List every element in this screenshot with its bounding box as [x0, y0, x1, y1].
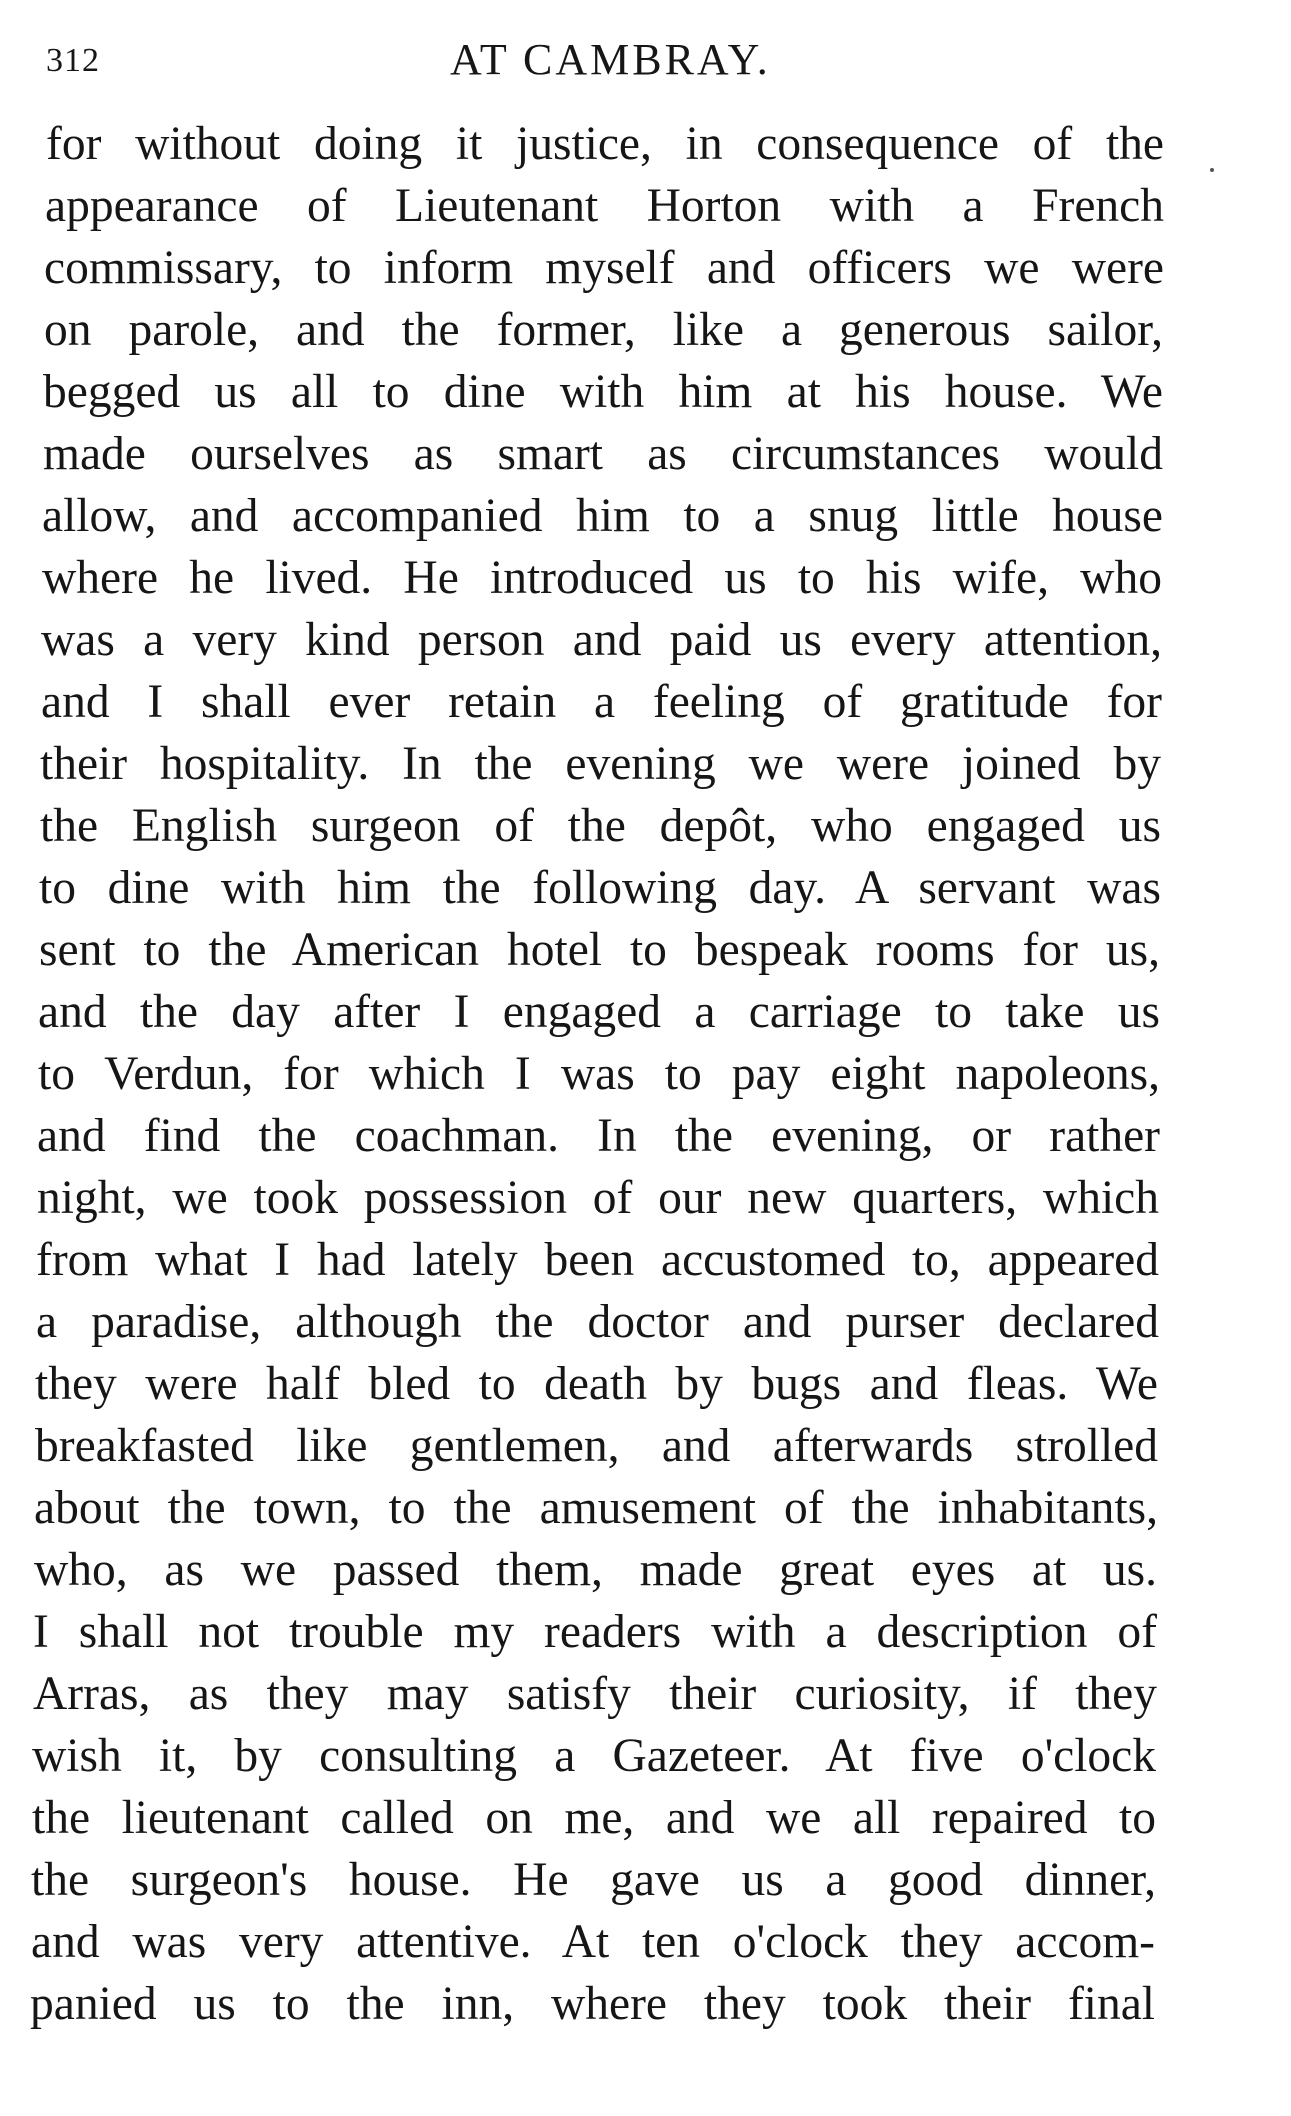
text-line: on parole, and the former, like a generous sailor,: [44, 304, 1163, 356]
text-line: they were half bled to death by bugs and fleas. We: [35, 1358, 1158, 1410]
text-line: panied us to the inn, where they took their final: [30, 1978, 1155, 2030]
text-line: begged us all to dine with him at his house. We: [43, 366, 1163, 418]
text-line: made ourselves as smart as circumstances would: [43, 428, 1163, 480]
text-line: for without doing it justice, in consequence of the: [46, 118, 1164, 170]
text-line: their hospitality. In the evening we were joined by: [40, 738, 1161, 790]
text-line: where he lived. He introduced us to his wife, who: [42, 552, 1162, 604]
running-head: AT CAMBRAY.: [450, 35, 771, 84]
text-line: Arras, as they may satisfy their curiosity, if they: [33, 1668, 1157, 1720]
text-line: appearance of Lieutenant Horton with a French: [45, 180, 1164, 232]
text-line: and I shall ever retain a feeling of gratitude for: [41, 676, 1162, 728]
text-line: night, we took possession of our new quarters, which: [37, 1172, 1159, 1224]
text-line: from what I had lately been accustomed to, appeared: [36, 1234, 1159, 1286]
text-line: and the day after I engaged a carriage to take us: [38, 986, 1160, 1038]
text-line: about the town, to the amusement of the inhabitants,: [34, 1482, 1158, 1534]
text-line: to Verdun, for which I was to pay eight napoleons,: [38, 1048, 1160, 1100]
text-line: breakfasted like gentlemen, and afterwards strolled: [35, 1420, 1158, 1472]
text-line: wish it, by consulting a Gazeteer. At five o'clock: [32, 1730, 1156, 1782]
text-line: I shall not trouble my readers with a description of: [33, 1606, 1157, 1658]
text-line: sent to the American hotel to bespeak rooms for us,: [39, 924, 1160, 976]
text-line: who, as we passed them, made great eyes at us.: [34, 1544, 1157, 1596]
text-line: the English surgeon of the depôt, who engaged us: [40, 800, 1161, 852]
text-line: a paradise, although the doctor and purser declared: [36, 1296, 1159, 1348]
text-line: commissary, to inform myself and officers we were: [44, 242, 1164, 294]
text-line: and was very attentive. At ten o'clock they accom-: [31, 1916, 1155, 1968]
text-line: to dine with him the following day. A servant was: [39, 862, 1161, 914]
text-line: the surgeon's house. He gave us a good dinner,: [31, 1854, 1156, 1906]
text-line: and find the coachman. In the evening, or rather: [37, 1110, 1160, 1162]
text-line: the lieutenant called on me, and we all repaired to: [32, 1792, 1156, 1844]
page-number: 312: [46, 42, 100, 79]
text-line: allow, and accompanied him to a snug little house: [42, 490, 1163, 542]
text-line: was a very kind person and paid us every attention,: [41, 614, 1162, 666]
